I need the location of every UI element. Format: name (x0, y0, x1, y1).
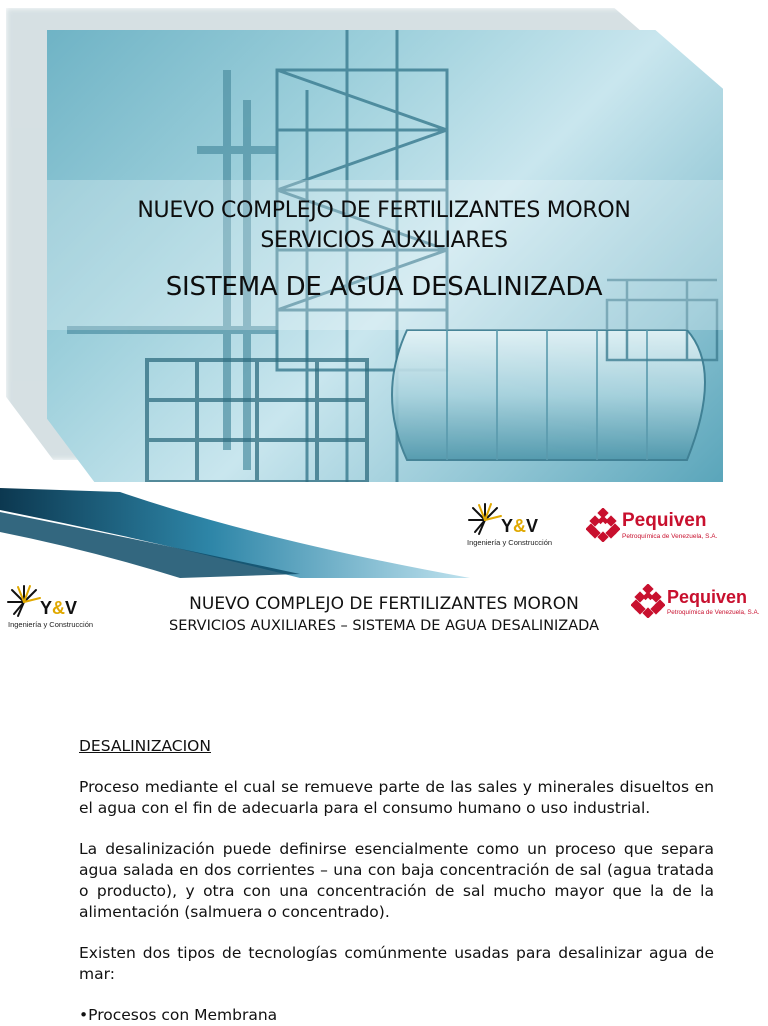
pequiven-wordmark: Pequiven (622, 510, 707, 531)
yv-logo (467, 502, 567, 548)
hero-image (47, 30, 723, 482)
title-line-services: SERVICIOS AUXILIARES (260, 228, 508, 253)
yv-wordmark: Y&V (40, 598, 78, 618)
pequiven-logo-header (631, 584, 767, 620)
paragraph-technologies: Existen dos tipos de tecnologías comúnmente usadas para desalinizar agua de mar: (79, 944, 714, 983)
pequiven-wordmark: Pequiven (667, 587, 748, 607)
yv-tagline: Ingeniería y Construcción (8, 620, 94, 629)
title-line-complex: NUEVO COMPLEJO DE FERTILIZANTES MORON (137, 198, 631, 223)
title-line-system: SISTEMA DE AGUA DESALINIZADA (165, 272, 603, 302)
yv-starburst-icon (467, 502, 503, 536)
slide-body (79, 736, 714, 1026)
header-title: NUEVO COMPLEJO DE FERTILIZANTES MORON (189, 594, 579, 614)
yv-tagline: Ingeniería y Construcción (467, 538, 553, 547)
pequiven-diamond-icon (586, 508, 620, 542)
pequiven-tagline: Petroquímica de Venezuela, S.A. (622, 533, 718, 540)
pequiven-diamond-icon (631, 584, 665, 618)
bullet-item: •Procesos con Membrana (79, 1006, 278, 1024)
content-slide (0, 578, 768, 1024)
header-subtitle: SERVICIOS AUXILIARES – SISTEMA DE AGUA DESALINIZADA (169, 618, 599, 634)
hero-image-background (47, 30, 723, 482)
paragraph-process: La desalinización puede definirse esencialmente como un proceso que separa agua salada en dos corrientes – una con baja concentración de sal (agua tratada o producto), y otra con una concentración de sal mucho mayor que la de la alimentación (salmuera o concentrado). (79, 840, 714, 921)
plant-structure-illustration (47, 30, 723, 482)
section-heading: DESALINIZACION (79, 737, 211, 755)
paragraph-definition: Proceso mediante el cual se remueve parte de las sales y minerales disueltos en el agua con el fin de adecuarla para el consumo humano o uso industrial. (79, 778, 714, 817)
pequiven-tagline: Petroquímica de Venezuela, S.A. (667, 609, 760, 616)
yv-wordmark: Y&V (501, 516, 539, 536)
pequiven-logo (586, 508, 726, 544)
